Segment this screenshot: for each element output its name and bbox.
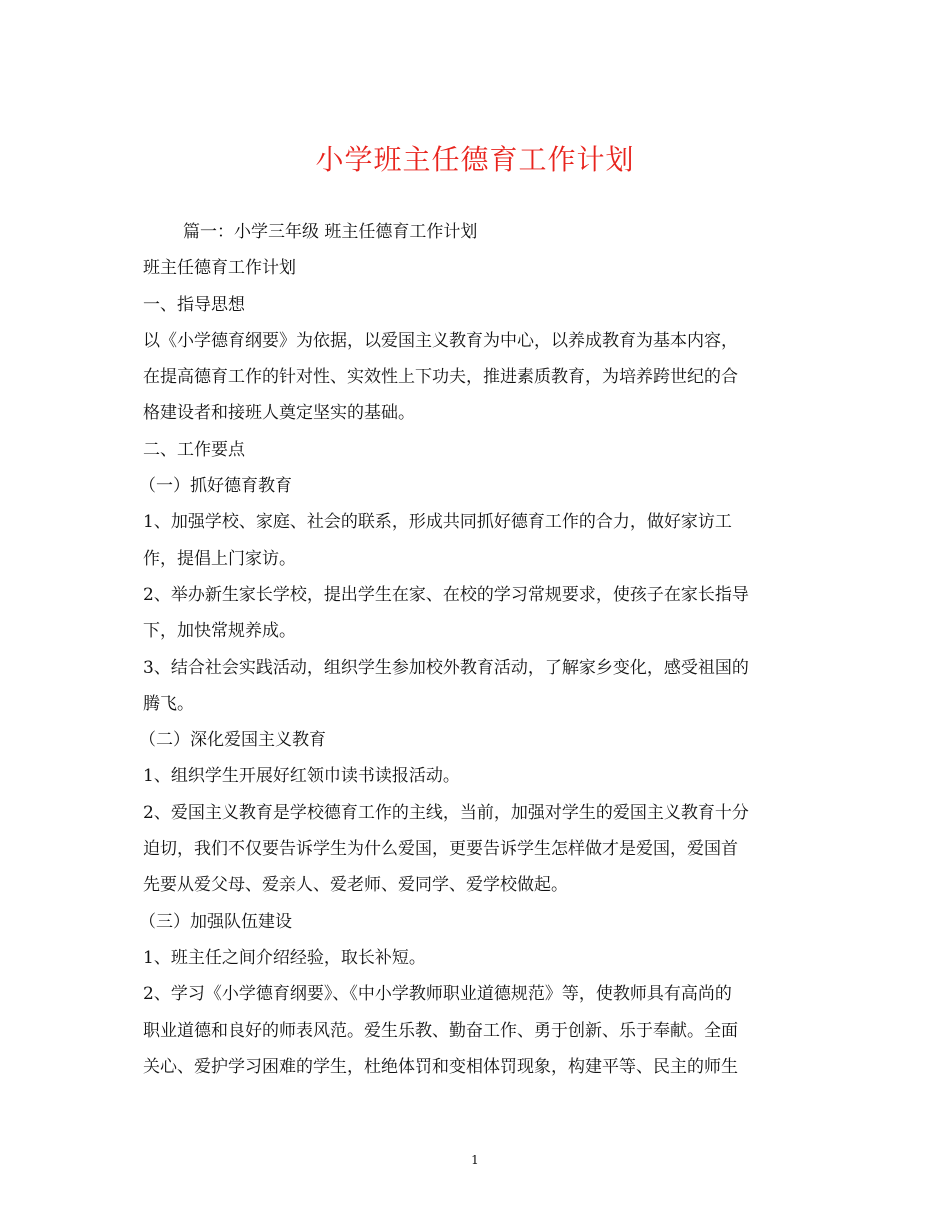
paragraph-line: 腾飞。 <box>143 693 194 714</box>
paragraph-line: 格建设者和接班人奠定坚实的基础。 <box>143 403 415 424</box>
paragraph-line: 2、爱国主义教育是学校德育工作的主线，当前，加强对学生的爱国主义教育十分 <box>143 802 749 823</box>
section-heading-part-one: 篇一：小学三年级 班主任德育工作计划 <box>183 222 478 242</box>
plan-subtitle: 班主任德育工作计划 <box>143 258 296 279</box>
document-title: 小学班主任德育工作计划 <box>315 143 635 176</box>
paragraph-line: 在提高德育工作的针对性、实效性上下功夫，推进素质教育，为培养跨世纪的合 <box>143 367 738 388</box>
paragraph-line: 下，加快常规养成。 <box>143 621 296 642</box>
subheading-team-building: （三）加强队伍建设 <box>139 911 292 932</box>
paragraph-line: 先要从爱父母、爱亲人、爱老师、爱同学、爱学校做起。 <box>143 875 568 896</box>
paragraph-line: 2、学习《小学德育纲要》、《中小学教师职业道德规范》等，使教师具有高尚的 <box>143 984 732 1005</box>
heading-work-points: 二、工作要点 <box>143 439 245 460</box>
paragraph-line: 作，提倡上门家访。 <box>143 548 296 569</box>
paragraph-line: 职业道德和良好的师表风范。爱生乐教、勤奋工作、勇于创新、乐于奉献。全面 <box>143 1020 738 1041</box>
paragraph-line: 3、结合社会实践活动，组织学生参加校外教育活动，了解家乡变化，感受祖国的 <box>143 657 749 678</box>
paragraph-line: 以《小学德育纲要》为依据，以爱国主义教育为中心，以养成教育为基本内容， <box>143 330 738 351</box>
page-number: 1 <box>471 1153 479 1167</box>
document-body <box>139 214 813 1085</box>
paragraph-line: 2、举办新生家长学校，提出学生在家、在校的学习常规要求，使孩子在家长指导 <box>143 584 749 605</box>
subheading-patriotism: （二）深化爱国主义教育 <box>139 730 326 751</box>
paragraph-line: 1、组织学生开展好红领巾读书读报活动。 <box>143 766 460 787</box>
heading-guiding-thought: 一、指导思想 <box>143 294 245 315</box>
paragraph-line: 1、班主任之间介绍经验，取长补短。 <box>143 947 426 968</box>
paragraph-line: 1、加强学校、家庭、社会的联系，形成共同抓好德育工作的合力，做好家访工 <box>143 512 732 533</box>
paragraph-line: 关心、爱护学习困难的学生，杜绝体罚和变相体罚现象，构建平等、民主的师生 <box>143 1056 738 1077</box>
paragraph-line: 迫切，我们不仅要告诉学生为什么爱国，更要告诉学生怎样做才是爱国，爱国首 <box>143 839 738 860</box>
subheading-moral-education: （一）抓好德育教育 <box>139 476 292 497</box>
